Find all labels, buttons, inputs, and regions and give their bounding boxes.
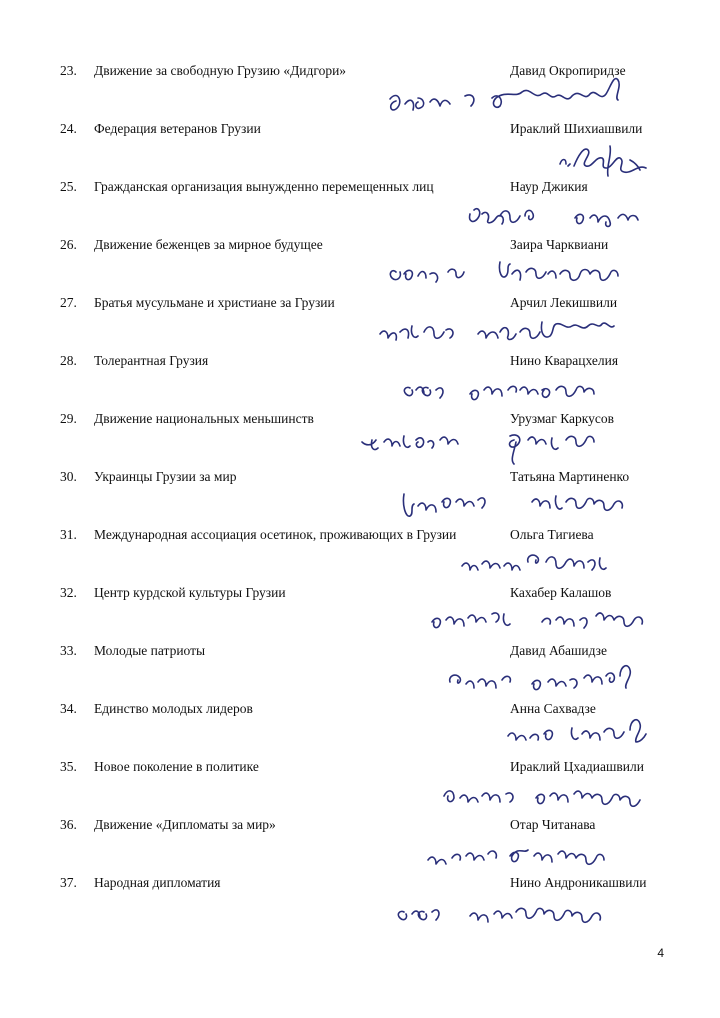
list-entry-33: [0, 642, 720, 700]
entry-number: 32.: [60, 585, 77, 600]
representative-name: Ираклий Цхадиашвили: [510, 759, 644, 774]
representative-name: Ольга Тигиева: [510, 527, 594, 542]
list-entry-25: [0, 178, 720, 236]
entry-number: 36.: [60, 817, 77, 832]
representative-name: Анна Сахвадзе: [510, 701, 596, 716]
list-entry-35: [0, 758, 720, 816]
representative-name: Ираклий Шихиашвили: [510, 121, 643, 136]
list-entry-31: [0, 526, 720, 584]
list-entry-30: [0, 468, 720, 526]
representative-name: Татьяна Мартиненко: [510, 469, 630, 484]
organization-name: Новое поколение в политике: [94, 759, 259, 774]
list-entry-24: [0, 120, 720, 178]
entry-number: 30.: [60, 469, 77, 484]
organization-name: Толерантная Грузия: [94, 353, 209, 368]
representative-name: Арчил Лекишвили: [510, 295, 618, 310]
list-entry-26: [0, 236, 720, 294]
organization-name: Центр курдской культуры Грузии: [94, 585, 286, 600]
list-entry-36: [0, 816, 720, 874]
entry-number: 26.: [60, 237, 77, 252]
entry-number: 37.: [60, 875, 77, 890]
organization-name: Движение за свободную Грузию «Дидгори»: [94, 63, 347, 78]
organization-name: Движение беженцев за мирное будущее: [94, 237, 323, 252]
representative-name: Отар Читанава: [510, 817, 596, 832]
representative-name: Урузмаг Каркусов: [510, 411, 614, 426]
organization-name: Народная дипломатия: [94, 875, 221, 890]
representative-name: Давид Абашидзе: [510, 643, 607, 658]
organization-name: Движение национальных меньшинств: [94, 411, 314, 426]
organization-name: Гражданская организация вынужденно перемещенных лиц: [94, 179, 434, 194]
entry-number: 31.: [60, 527, 77, 542]
representative-name: Давид Окропиридзе: [510, 63, 626, 78]
organization-name: Движение «Дипломаты за мир»: [94, 817, 276, 832]
representative-name: Нино Кварацхелия: [510, 353, 619, 368]
entry-number: 27.: [60, 295, 77, 310]
list-entry-34: [0, 700, 720, 758]
entry-number: 28.: [60, 353, 77, 368]
representative-name: Наур Джикия: [510, 179, 588, 194]
entry-number: 34.: [60, 701, 77, 716]
organization-name: Украинцы Грузии за мир: [94, 469, 237, 484]
entry-number: 23.: [60, 63, 77, 78]
entry-number: 24.: [60, 121, 77, 136]
entry-number: 33.: [60, 643, 77, 658]
organization-name: Молодые патриоты: [94, 643, 206, 658]
organization-name: Международная ассоциация осетинок, проживающих в Грузии: [94, 527, 457, 542]
list-entry-37: [0, 874, 720, 932]
list-entry-32: [0, 584, 720, 642]
entry-number: 35.: [60, 759, 77, 774]
list-entry-27: [0, 294, 720, 352]
organization-name: Федерация ветеранов Грузии: [94, 121, 261, 136]
list-entry-29: [0, 410, 720, 468]
list-entry-23: [0, 62, 720, 120]
organization-name: Единство молодых лидеров: [94, 701, 253, 716]
entry-number: 29.: [60, 411, 77, 426]
representative-name: Нино Андроникашвили: [510, 875, 647, 890]
page-number: 4: [657, 946, 664, 960]
list-entry-28: [0, 352, 720, 410]
representative-name: Заира Чарквиани: [510, 237, 609, 252]
entry-number: 25.: [60, 179, 77, 194]
organization-name: Братья мусульмане и христиане за Грузии: [94, 295, 335, 310]
representative-name: Кахабер Калашов: [510, 585, 612, 600]
